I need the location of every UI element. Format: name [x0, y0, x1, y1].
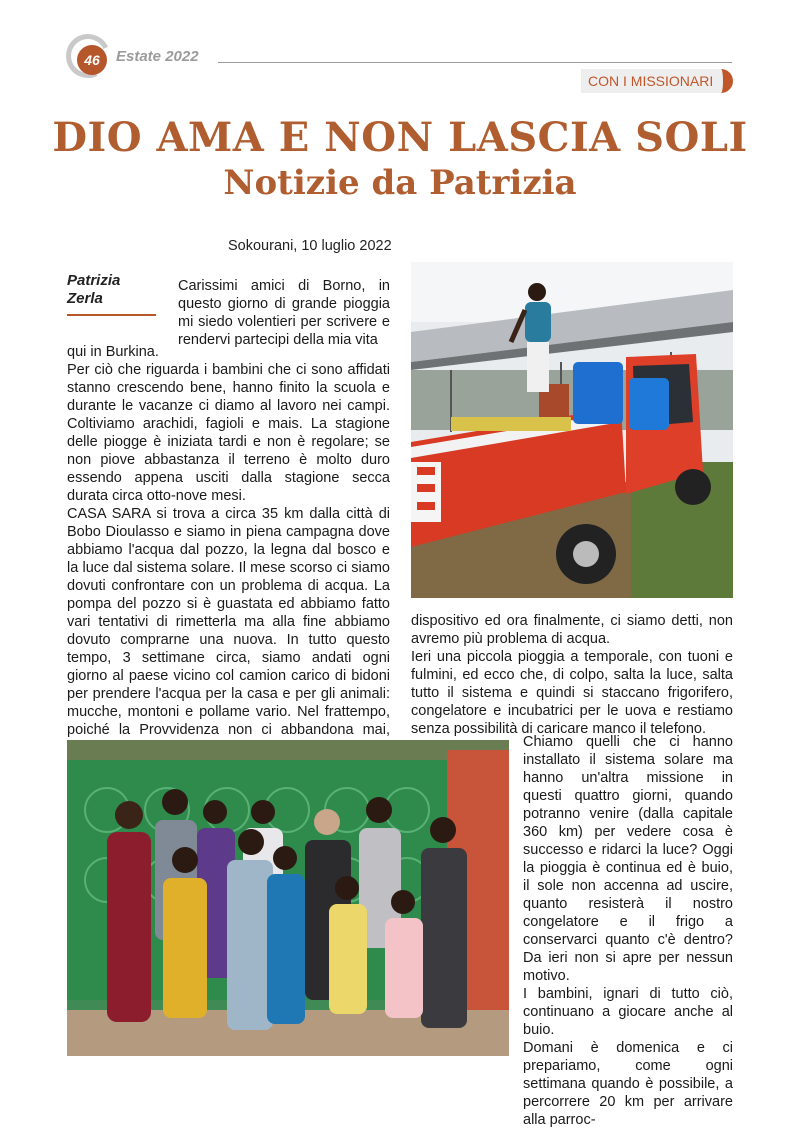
- paragraph: dispositivo ed ora finalmente, ci siamo detti, non avremo più problema di acqua.: [411, 613, 733, 647]
- right-column: [523, 733, 733, 1129]
- paragraph: I bambini, ignari di tutto ciò, continuano a giocare anche al buio.: [523, 986, 733, 1038]
- author-name: [67, 272, 157, 308]
- left-column: [67, 344, 390, 775]
- paragraph: Domani è domenica e ci prepariamo, come ogni settimana quando è possibile, a percorrere 20 km per arrivare alla parroc-: [523, 1040, 733, 1128]
- article-subtitle: Notizie da Patrizia: [223, 163, 577, 203]
- paragraph: CASA SARA si trova a circa 35 km dalla città di Bobo Dioulasso e siamo in piena campagna dove abbiamo l'acqua dal pozzo, la legna dal bosco e la luce dal sistema solare. Il mese scorso ci siamo dovuti confrontare con un problema di acqua. La pompa del pozzo si è guastata ed abbiamo fatto vari tentativi di rimetterla ma alla fine abbiamo dovuto comprarne una nuova. In tutto questo tempo, 3 settimane circa, siamo andati ogni giorno al paese vicino col camion carico di bidoni per prendere l'acqua per la casa e per gli animali: mucche, montoni e pollame vario. Nel frattempo, poiché la Provvidenza non ci abbandona mai,: [67, 506, 390, 738]
- page-number-badge: 46: [77, 45, 107, 75]
- paragraph: qui in Burkina.: [67, 344, 159, 360]
- author-underline: [67, 314, 156, 316]
- article-title: DIO AMA E NON LASCIA SOLI: [52, 114, 748, 161]
- paragraph: Chiamo quelli che ci hanno installato il sistema solare ma hanno un'altra missione in questi quattro giorni, quando potranno venire (dalla capitale 360 km) per vedere cosa è successo e ridarci la luce? Oggi la pioggia è continua ed è buio, il sole non accenna ad uscire, quanto resisterà il nostro congelatore e il frigo a conservarci quanto c'è dentro? Da ieri non si apre per nessun motivo.: [523, 734, 733, 984]
- issue-label: Estate 2022: [116, 48, 199, 65]
- header-divider: [218, 62, 732, 63]
- photo-truck: [411, 262, 733, 598]
- middle-column: [411, 612, 733, 738]
- author-last-name: Zerla: [67, 290, 103, 307]
- paragraph: Ieri una piccola pioggia a temporale, con tuoni e fulmini, ed ecco che, di colpo, salta la luce, salta tutto il sistema e quindi si staccano frigorifero, congelatore e incubatrici per le uova e restiamo senza possibilità di caricare manco il telefono.: [411, 649, 733, 737]
- intro-paragraph: Carissimi amici di Borno, in questo giorno di grande pioggia mi siedo volentieri per scrivere e rendervi partecipi della mia vita: [178, 278, 390, 348]
- dateline: Sokourani, 10 luglio 2022: [228, 238, 392, 254]
- paragraph: Per ciò che riguarda i bambini che ci sono affidati stanno crescendo bene, hanno finito la scuola e durante le vacanze ci diamo al lavoro nei campi. Coltiviamo arachidi, fagioli e mais. La stagione delle piogge è iniziata tardi e non è regolare; se non piove abbastanza il terreno è molto duro essendo appena usciti dalla stagione secca durata circa otto-nove mesi.: [67, 362, 390, 504]
- section-tag: CON I MISSIONARI: [581, 69, 733, 93]
- photo-group: [67, 740, 509, 1056]
- author-first-name: Patrizia: [67, 272, 121, 289]
